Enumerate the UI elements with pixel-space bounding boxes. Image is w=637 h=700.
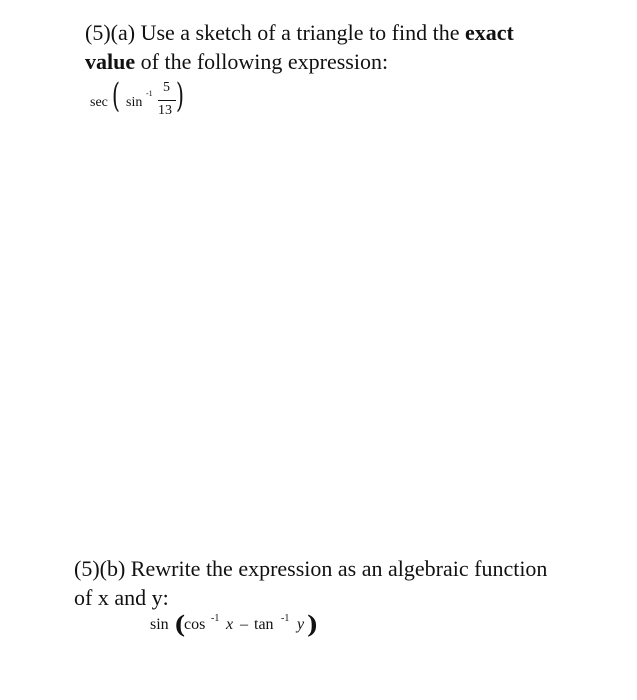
part-a-prompt xyxy=(85,18,605,76)
part-a-prompt-text: (5)(a) Use a sketch of a triangle to find the xyxy=(85,20,465,45)
sin-function: sin xyxy=(126,95,143,110)
sec-function: sec xyxy=(90,95,108,110)
outer-right-paren: ) xyxy=(176,76,184,116)
variable-y: y xyxy=(297,616,305,633)
part-b-prompt-line2: of x and y: xyxy=(74,585,169,610)
part-a-prompt-line2 xyxy=(85,47,605,76)
minus-operator: – xyxy=(240,616,248,633)
right-paren: ) xyxy=(307,610,319,639)
left-paren: ( xyxy=(174,610,186,639)
fraction-denominator: 13 xyxy=(158,103,172,118)
part-b-prompt-line1: (5)(b) Rewrite the expression as an algebraic function xyxy=(74,556,548,581)
part-a-prompt-line1 xyxy=(85,18,605,47)
part-b-prompt xyxy=(74,554,614,612)
cos-function: cos xyxy=(184,616,206,633)
cos-inverse-exponent: -1 xyxy=(211,613,220,624)
outer-left-paren: ( xyxy=(112,76,120,116)
part-a-emphasis-value: value xyxy=(85,49,136,74)
sin-inverse-exponent: -1 xyxy=(146,89,153,98)
sin-function: sin xyxy=(150,616,169,633)
part-a-emphasis-exact: exact xyxy=(464,20,514,45)
fraction-bar xyxy=(158,100,176,101)
variable-x: x xyxy=(226,616,234,633)
part-a-prompt-text-2: of the following expression: xyxy=(135,49,389,74)
tan-function: tan xyxy=(254,616,274,633)
tan-inverse-exponent: -1 xyxy=(281,613,290,624)
fraction-numerator: 5 xyxy=(163,80,170,95)
